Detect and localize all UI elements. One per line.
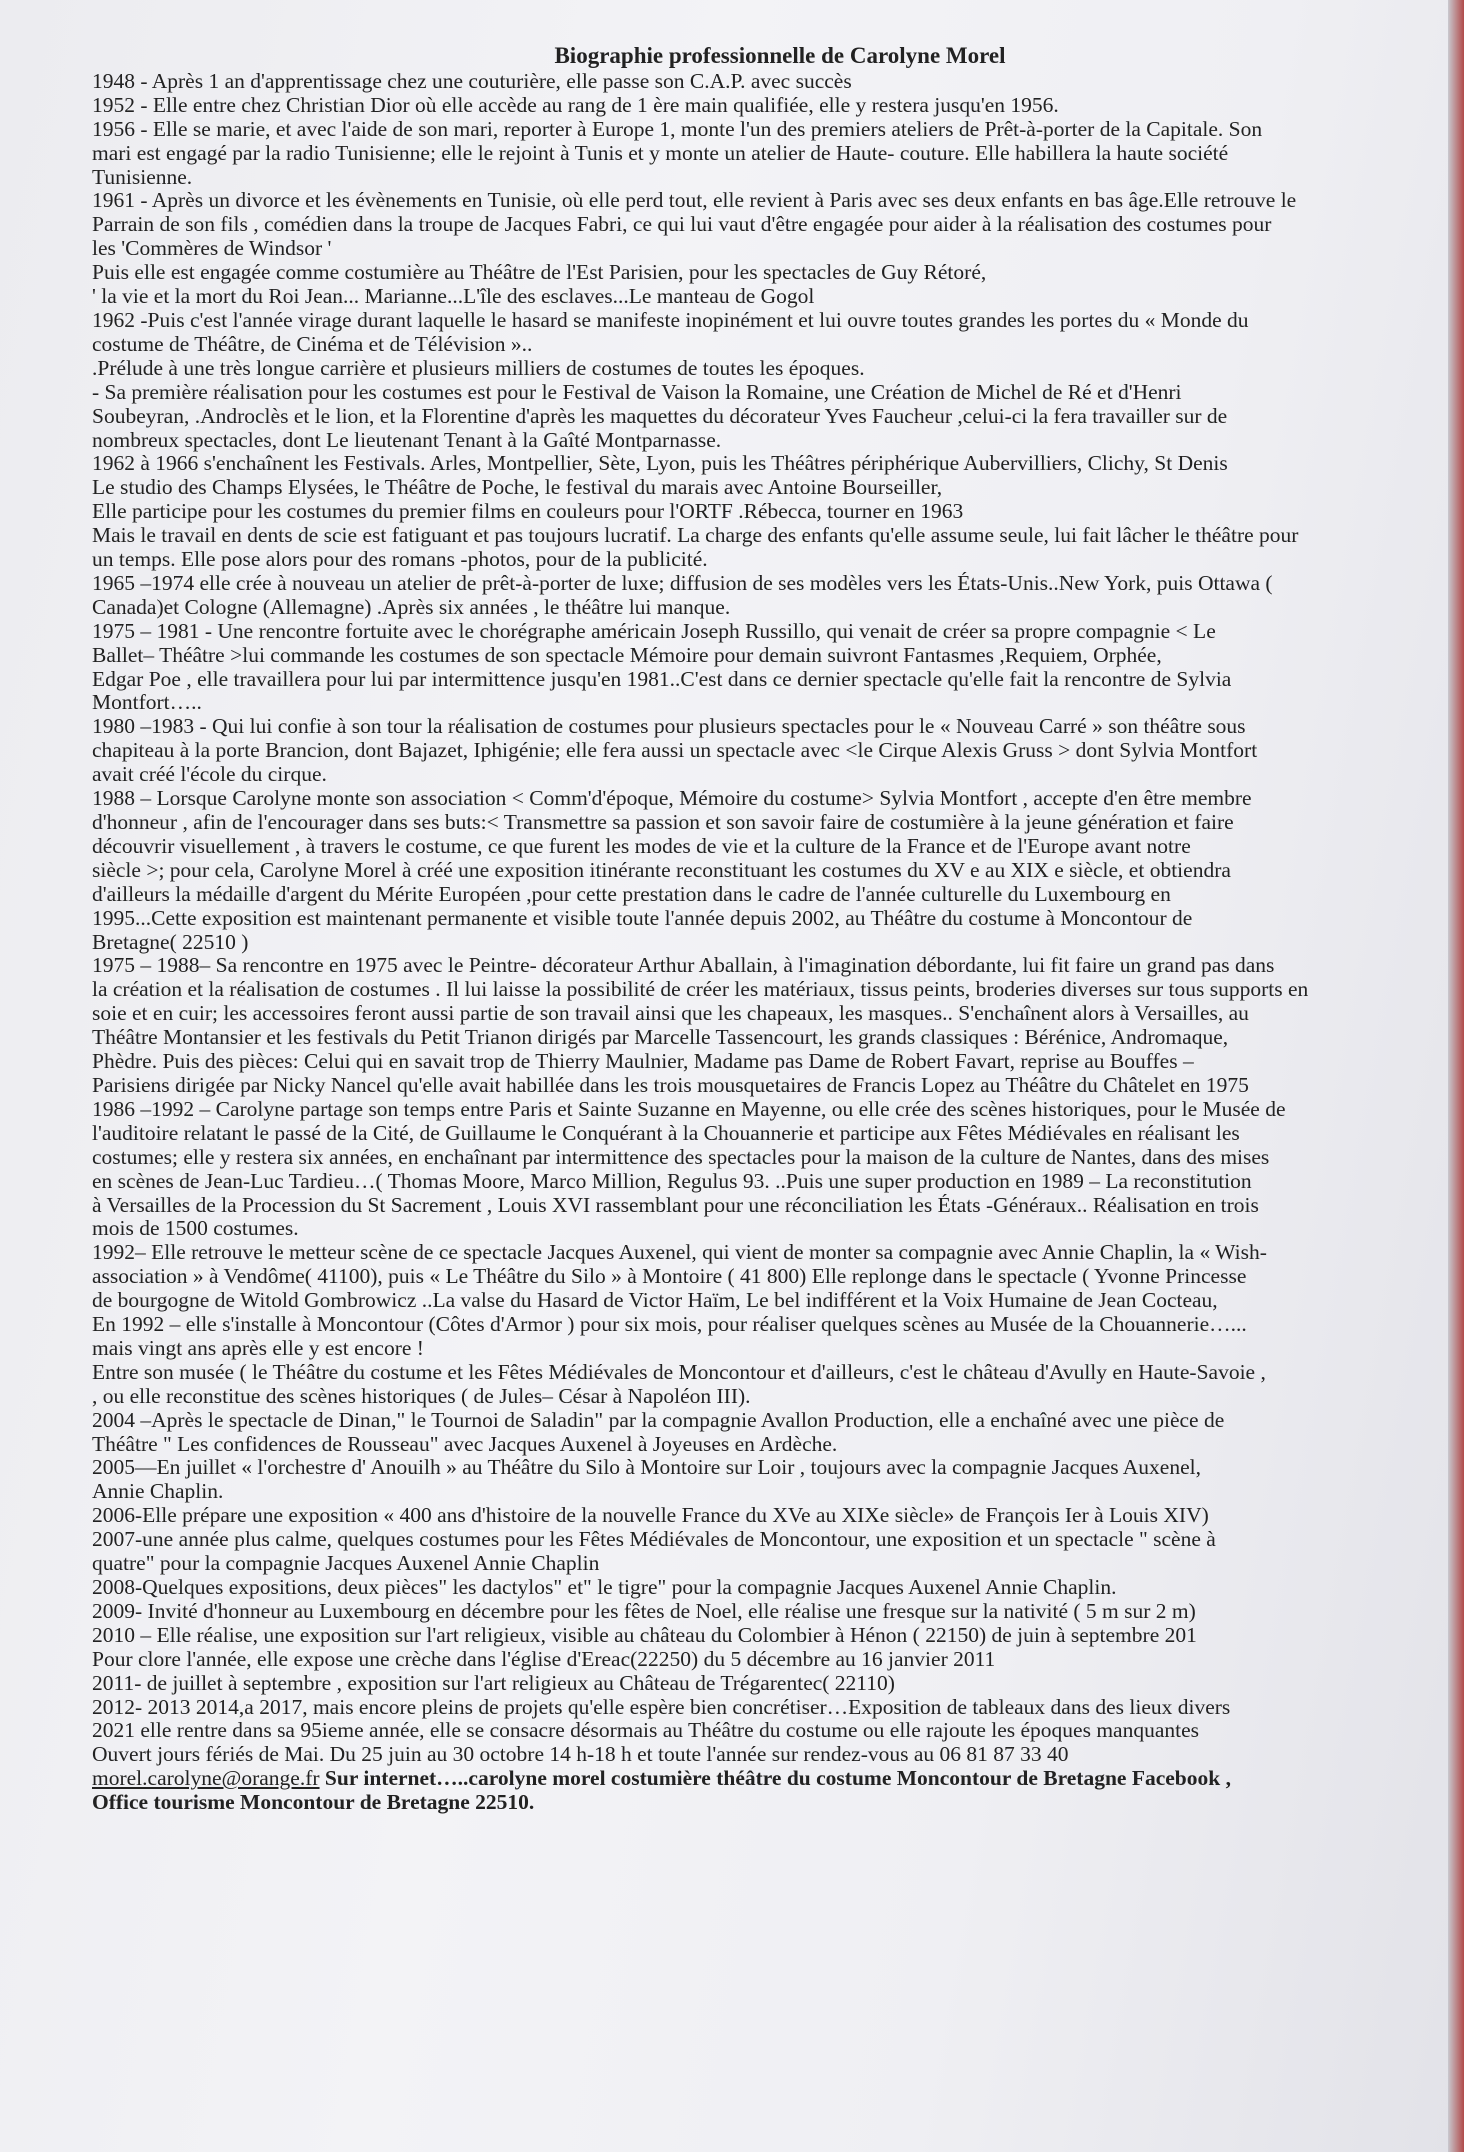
text-line: 1961 - Après un divorce et les évènements en Tunisie, où elle perd tout, elle revient à Paris avec ses deux enfants en bas âge.Elle retrouve le: [92, 189, 1297, 213]
biography-body: [92, 70, 1408, 1767]
text-line: siècle >; pour cela, Carolyne Morel à créé une exposition itinérante reconstituant les costumes du XV e au XIX e siècle, et obtiendra: [92, 858, 1231, 882]
text-line: costume de Théâtre, de Cinéma et de Télévision »..: [92, 332, 533, 356]
text-line: à Versailles de la Procession du St Sacrement , Louis XVI rassemblant pour une réconciliation les États -Généraux.. Réalisation en trois: [92, 1193, 1259, 1217]
page-edge: [1448, 0, 1464, 2152]
text-line: nombreux spectacles, dont Le lieutenant Tenant à la Gaîté Montparnasse.: [92, 428, 722, 452]
text-line: Le studio des Champs Elysées, le Théâtre de Poche, le festival du marais avec Antoine Bourseiller,: [92, 476, 943, 500]
text-line: 2008-Quelques expositions, deux pièces" les dactylos" et" le tigre" pour la compagnie Jacques Auxenel Annie Chaplin.: [92, 1576, 1117, 1599]
text-line: 1992– Elle retrouve le metteur scène de ce spectacle Jacques Auxenel, qui vient de monter sa compagnie avec Annie Chaplin, la « Wish-: [92, 1241, 1267, 1265]
text-line: 2005—En juillet « l'orchestre d' Anouilh » au Théâtre du Silo à Montoire sur Loir , toujours avec la compagnie Jacques Auxenel,: [92, 1456, 1201, 1480]
text-line: chapiteau à la porte Brancion, dont Bajazet, Iphigénie; elle fera aussi un spectacle avec <le Cirque Alexis Gruss > dont Sylvia Montfort: [92, 739, 1258, 763]
text-line: 2021 elle rentre dans sa 95ieme année, elle se consacre désormais au Théâtre du costume ou elle rajoute les époques manquantes: [92, 1719, 1200, 1743]
text-line: costumes; elle y restera six années, en enchaînant par intermittence des spectacles pour la maison de la culture de Nantes, dans des mises: [92, 1145, 1270, 1169]
text-line: 2004 –Après le spectacle de Dinan," le Tournoi de Saladin" par la compagnie Avallon Production, elle a enchaîné avec une pièce de: [92, 1408, 1225, 1432]
text-line: 1952 - Elle entre chez Christian Dior où elle accède au rang de 1 ère main qualifiée, elle y restera jusqu'en 1956.: [92, 93, 1059, 117]
text-line: découvrir visuellement , à travers le costume, ce que furent les modes de vie et la culture de la France et de l'Europe avant notre: [92, 834, 1191, 858]
text-line: 2011- de juillet à septembre , exposition sur l'art religieux au Château de Trégarentec( 22110): [92, 1671, 895, 1695]
text-line: de bourgogne de Witold Gombrowicz ..La valse du Hasard de Victor Haïm, Le bel indifférent et la Voix Humaine de Jean Cocteau,: [92, 1289, 1218, 1313]
text-line: 1986 –1992 – Carolyne partage son temps entre Paris et Sainte Suzanne en Mayenne, ou elle crée des scènes historiques, pour le Musée de: [92, 1097, 1286, 1121]
office-tourisme-line: Office tourisme Moncontour de Bretagne 22510.: [92, 1791, 535, 1815]
text-line: , ou elle reconstitue des scènes historiques ( de Jules– César à Napoléon III).: [92, 1384, 751, 1408]
document-title: Biographie professionnelle de Carolyne Morel: [554, 43, 1006, 68]
text-line: 2009- Invité d'honneur au Luxembourg en décembre pour les fêtes de Noel, elle réalise une fresque sur la nativité ( 5 m sur 2 m): [92, 1599, 1196, 1623]
text-line: - Sa première réalisation pour les costumes est pour le Festival de Vaison la Romaine, une Création de Michel de Ré et d'Henri: [92, 380, 1182, 404]
biography-document: [92, 44, 1408, 1815]
text-line: Tunisienne.: [92, 165, 193, 189]
text-line: En 1992 – elle s'installe à Moncontour (Côtes d'Armor ) pour six mois, pour réaliser quelques scènes au Musée de la Chouannerie…...: [92, 1313, 1247, 1337]
text-line: mois de 1500 costumes.: [92, 1217, 299, 1241]
text-line: en scènes de Jean-Luc Tardieu…( Thomas Moore, Marco Million, Regulus 93. ..Puis une super production en 1989 – La reconstitution: [92, 1169, 1252, 1193]
text-line: mari est engagé par la radio Tunisienne; elle le rejoint à Tunis et y monte un atelier de Haute- couture. Elle habillera la haute société: [92, 141, 1229, 165]
text-line: les 'Commères de Windsor ': [92, 237, 332, 261]
text-line: mais vingt ans après elle y est encore !: [92, 1336, 424, 1360]
text-line: association » à Vendôme( 41100), puis « Le Théâtre du Silo » à Montoire ( 41 800) Elle replonge dans le spectacle ( Yvonne Princesse: [92, 1265, 1247, 1289]
text-line: 1962 à 1966 s'enchaînent les Festivals. Arles, Montpellier, Sète, Lyon, puis les Théâtres périphérique Aubervilliers, Clichy, St Denis: [92, 452, 1228, 476]
text-line: d'ailleurs la médaille d'argent du Mérite Européen ,pour cette prestation dans le cadre de l'année culturelle du Luxembourg en: [92, 882, 1171, 906]
text-line: Edgar Poe , elle travaillera pour lui par intermittence jusqu'en 1981..C'est dans ce dernier spectacle qu'elle fait la rencontre de Sylvia: [92, 667, 1232, 691]
text-line: Ouvert jours fériés de Mai. Du 25 juin au 30 octobre 14 h-18 h et toute l'année sur rendez-vous au 06 81 87 33 40: [92, 1743, 1069, 1767]
text-line: Bretagne( 22510 ): [92, 930, 249, 954]
text-line: 2010 – Elle réalise, une exposition sur l'art religieux, visible au château du Colombier à Hénon ( 22150) de juin à septembre 201: [92, 1623, 1197, 1647]
text-line: quatre" pour la compagnie Jacques Auxenel Annie Chaplin: [92, 1552, 600, 1576]
text-line: 1965 –1974 elle crée à nouveau un atelier de prêt-à-porter de luxe; diffusion de ses modèles vers les États-Unis..New York, puis Ottawa (: [92, 571, 1273, 595]
text-line: Parisiens dirigée par Nicky Nancel qu'elle avait habillée dans les trois mousquetaires de Francis Lopez au Théâtre du Châtelet en 1975: [92, 1073, 1249, 1097]
text-line: Elle participe pour les costumes du premier films en couleurs pour l'ORTF .Rébecca, tourner en 1963: [92, 500, 964, 524]
text-line: 2007-une année plus calme, quelques costumes pour les Fêtes Médiévales de Moncontour, une exposition et un spectacle " scène à: [92, 1528, 1216, 1552]
text-line: 1980 –1983 - Qui lui confie à son tour la réalisation de costumes pour plusieurs spectacles pour le « Nouveau Carré » son théâtre sous: [92, 715, 1246, 739]
text-line: 2012- 2013 2014,a 2017, mais encore pleins de projets qu'elle espère bien concrétiser…Exposition de tableaux dans des lieux divers: [92, 1695, 1231, 1719]
text-line: Montfort…..: [92, 691, 202, 715]
text-line: Pour clore l'année, elle expose une crèche dans l'église d'Ereac(22250) du 5 décembre au 16 janvier 2011: [92, 1647, 996, 1671]
text-line: 1948 - Après 1 an d'apprentissage chez une couturière, elle passe son C.A.P. avec succès: [92, 69, 852, 93]
text-line: 1956 - Elle se marie, et avec l'aide de son mari, reporter à Europe 1, monte l'un des premiers ateliers de Prêt-à-porter de la Capitale. Son: [92, 117, 1263, 141]
text-line: un temps. Elle pose alors pour des romans -photos, pour de la publicité.: [92, 548, 708, 572]
text-line: Soubeyran, .Androclès et le lion, et la Florentine d'après les maquettes du décorateur Yves Faucheur ,celui-ci la fera travailler sur de: [92, 404, 1228, 428]
text-line: Théâtre Montansier et les festivals du Petit Trianon dirigés par Marcelle Tassencourt, les grands classiques : Bérénice, Andromaque,: [92, 1026, 1229, 1050]
text-line: Parrain de son fils , comédien dans la troupe de Jacques Fabri, ce qui lui vaut d'être engagée pour aider à la réalisation des costumes pour: [92, 213, 1272, 237]
text-line: Canada)et Cologne (Allemagne) .Après six années , le théâtre lui manque.: [92, 595, 731, 619]
text-line: .Prélude à une très longue carrière et plusieurs milliers de costumes de toutes les époques.: [92, 356, 865, 380]
email-link[interactable]: morel.carolyne@orange.fr: [92, 1767, 320, 1791]
internet-text: Sur internet…..carolyne morel costumière théâtre du costume Moncontour de Bretagne Facebook ,: [319, 1767, 1231, 1791]
text-line: 1988 – Lorsque Carolyne monte son association < Comm'd'époque, Mémoire du costume> Sylvia Montfort , accepte d'en être membre: [92, 787, 1252, 811]
text-line: soie et en cuir; les accessoires feront aussi partie de son travail ainsi que les chapeaux, les masques.. S'enchaînent alors à Versailles, au: [92, 1002, 1249, 1026]
contact-line: [92, 1767, 1408, 1791]
text-line: Ballet– Théâtre >lui commande les costumes de son spectacle Mémoire pour demain suivront Fantasmes ,Requiem, Orphée,: [92, 643, 1162, 667]
text-line: Entre son musée ( le Théâtre du costume et les Fêtes Médiévales de Moncontour et d'ailleurs, c'est le château d'Avully en Haute-Savoie ,: [92, 1360, 1266, 1384]
text-line: Annie Chaplin.: [92, 1480, 224, 1504]
text-line: l'auditoire relatant le passé de la Cité, de Guillaume le Conquérant à la Chouannerie et participe aux Fêtes Médiévales en réalisant les: [92, 1121, 1240, 1145]
text-line: ' la vie et la mort du Roi Jean... Marianne...L'île des esclaves...Le manteau de Gogol: [92, 285, 815, 309]
text-line: Phèdre. Puis des pièces: Celui qui en savait trop de Thierry Maulnier, Madame pas Dame de Robert Favart, reprise au Bouffes –: [92, 1050, 1194, 1074]
text-line: la création et la réalisation de costumes . Il lui laisse la possibilité de créer les matériaux, tissus peints, broderies diverses sur tous supports en: [92, 978, 1309, 1002]
text-line: 1995...Cette exposition est maintenant permanente et visible toute l'année depuis 2002, au Théâtre du costume à Moncontour de: [92, 906, 1193, 930]
text-line: 1975 – 1988– Sa rencontre en 1975 avec le Peintre- décorateur Arthur Aballain, à l'imagination débordante, lui fit faire un grand pas dans: [92, 954, 1275, 978]
text-line: Puis elle est engagée comme costumière au Théâtre de l'Est Parisien, pour les spectacles de Guy Rétoré,: [92, 261, 987, 285]
text-line: Théâtre " Les confidences de Rousseau" avec Jacques Auxenel à Joyeuses en Ardèche.: [92, 1432, 838, 1456]
text-line: d'honneur , afin de l'encourager dans ses buts:< Transmettre sa passion et son savoir faire de costumière à la jeune génération et faire: [92, 811, 1234, 834]
text-line: 2006-Elle prépare une exposition « 400 ans d'histoire de la nouvelle France du XVe au XIXe siècle» de François Ier à Louis XIV): [92, 1504, 1209, 1528]
text-line: 1975 – 1981 - Une rencontre fortuite avec le chorégraphe américain Joseph Russillo, qui venait de créer sa propre compagnie < Le: [92, 619, 1216, 643]
text-line: Mais le travail en dents de scie est fatiguant et pas toujours lucratif. La charge des enfants qu'elle assume seule, lui fait lâcher le théâtre pour: [92, 524, 1299, 548]
text-line: 1962 -Puis c'est l'année virage durant laquelle le hasard se manifeste inopinément et lui ouvre toutes grandes les portes du « Monde du: [92, 308, 1249, 332]
text-line: avait créé l'école du cirque.: [92, 763, 327, 787]
